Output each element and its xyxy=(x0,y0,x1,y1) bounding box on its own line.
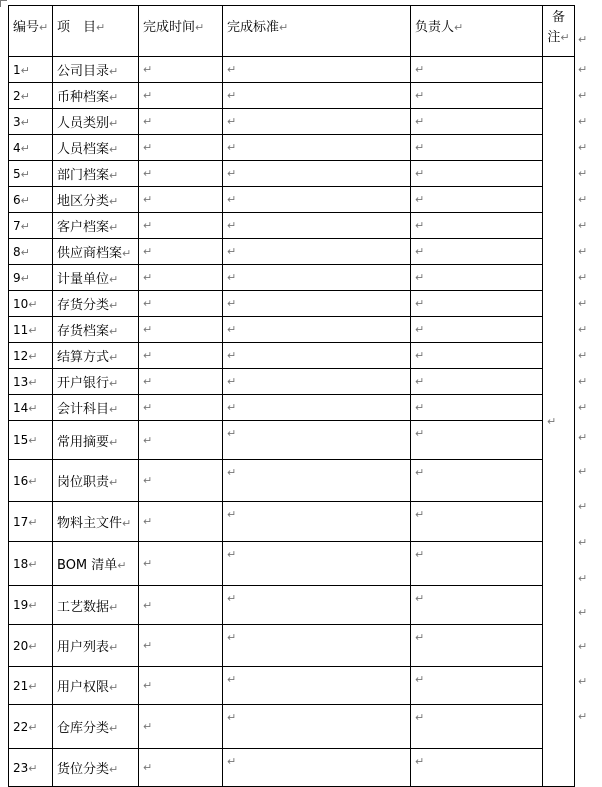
row-time: ↵ xyxy=(139,421,223,460)
row-owner: ↵ xyxy=(411,369,543,395)
row-end-mark: ↵ xyxy=(578,63,588,76)
header-owner: 负责人↵ xyxy=(411,6,543,57)
row-number: 21↵ xyxy=(9,667,53,705)
row-item: 会计科目↵ xyxy=(53,395,139,421)
table-row xyxy=(9,83,575,109)
row-number: 10↵ xyxy=(9,291,53,317)
row-standard: ↵ xyxy=(223,187,411,213)
row-item: 常用摘要↵ xyxy=(53,421,139,460)
row-number: 19↵ xyxy=(9,586,53,625)
row-owner: ↵ xyxy=(411,291,543,317)
row-owner: ↵ xyxy=(411,343,543,369)
row-number: 20↵ xyxy=(9,625,53,667)
table-row xyxy=(9,667,575,705)
row-end-mark: ↵ xyxy=(578,572,588,585)
row-item: 人员类别↵ xyxy=(53,109,139,135)
row-number: 8↵ xyxy=(9,239,53,265)
row-standard: ↵ xyxy=(223,395,411,421)
table-row xyxy=(9,265,575,291)
table-row xyxy=(9,57,575,83)
row-time: ↵ xyxy=(139,586,223,625)
row-item: 币种档案↵ xyxy=(53,83,139,109)
row-time: ↵ xyxy=(139,317,223,343)
row-item: 工艺数据↵ xyxy=(53,586,139,625)
row-end-mark: ↵ xyxy=(578,675,588,688)
header-remark: 备 注↵ xyxy=(543,6,575,57)
table-row xyxy=(9,291,575,317)
row-item: 存货分类↵ xyxy=(53,291,139,317)
table-row xyxy=(9,586,575,625)
row-standard: ↵ xyxy=(223,57,411,83)
row-end-mark: ↵ xyxy=(578,33,588,46)
header-number: 编号↵ xyxy=(9,6,53,57)
row-owner: ↵ xyxy=(411,395,543,421)
table-row xyxy=(9,749,575,787)
table-row xyxy=(9,705,575,749)
row-standard: ↵ xyxy=(223,109,411,135)
row-item: 人员档案↵ xyxy=(53,135,139,161)
row-item: 计量单位↵ xyxy=(53,265,139,291)
row-end-mark: ↵ xyxy=(578,375,588,388)
row-item: 部门档案↵ xyxy=(53,161,139,187)
header-row xyxy=(9,6,575,57)
table-row xyxy=(9,460,575,502)
row-item: 供应商档案↵ xyxy=(53,239,139,265)
row-standard: ↵ xyxy=(223,83,411,109)
row-number: 7↵ xyxy=(9,213,53,239)
row-owner: ↵ xyxy=(411,135,543,161)
table-row xyxy=(9,317,575,343)
row-owner: ↵ xyxy=(411,586,543,625)
row-standard: ↵ xyxy=(223,161,411,187)
row-standard: ↵ xyxy=(223,239,411,265)
row-standard: ↵ xyxy=(223,542,411,586)
table-row xyxy=(9,213,575,239)
row-number: 5↵ xyxy=(9,161,53,187)
row-item: 货位分类↵ xyxy=(53,749,139,787)
row-number: 2↵ xyxy=(9,83,53,109)
row-end-mark: ↵ xyxy=(578,465,588,478)
table-row xyxy=(9,369,575,395)
row-item: 客户档案↵ xyxy=(53,213,139,239)
row-number: 1↵ xyxy=(9,57,53,83)
row-owner: ↵ xyxy=(411,83,543,109)
row-standard: ↵ xyxy=(223,502,411,542)
row-time: ↵ xyxy=(139,460,223,502)
row-number: 18↵ xyxy=(9,542,53,586)
row-time: ↵ xyxy=(139,667,223,705)
row-item: 开户银行↵ xyxy=(53,369,139,395)
row-number: 16↵ xyxy=(9,460,53,502)
row-time: ↵ xyxy=(139,502,223,542)
row-standard: ↵ xyxy=(223,421,411,460)
row-number: 23↵ xyxy=(9,749,53,787)
row-time: ↵ xyxy=(139,625,223,667)
row-end-mark: ↵ xyxy=(578,219,588,232)
row-item: BOM 清单↵ xyxy=(53,542,139,586)
row-item: 用户权限↵ xyxy=(53,667,139,705)
row-end-mark: ↵ xyxy=(578,640,588,653)
row-end-mark: ↵ xyxy=(578,167,588,180)
table-row xyxy=(9,395,575,421)
row-time: ↵ xyxy=(139,291,223,317)
row-standard: ↵ xyxy=(223,705,411,749)
row-time: ↵ xyxy=(139,369,223,395)
row-item: 地区分类↵ xyxy=(53,187,139,213)
row-standard: ↵ xyxy=(223,291,411,317)
row-end-mark: ↵ xyxy=(578,323,588,336)
row-time: ↵ xyxy=(139,265,223,291)
row-standard: ↵ xyxy=(223,749,411,787)
row-end-mark: ↵ xyxy=(578,349,588,362)
row-number: 6↵ xyxy=(9,187,53,213)
row-standard: ↵ xyxy=(223,625,411,667)
row-standard: ↵ xyxy=(223,135,411,161)
row-end-mark: ↵ xyxy=(578,297,588,310)
header-standard: 完成标准↵ xyxy=(223,6,411,57)
row-time: ↵ xyxy=(139,161,223,187)
row-number: 13↵ xyxy=(9,369,53,395)
row-time: ↵ xyxy=(139,395,223,421)
remark-cell: ↵ xyxy=(543,57,575,787)
row-standard: ↵ xyxy=(223,265,411,291)
row-time: ↵ xyxy=(139,109,223,135)
row-owner: ↵ xyxy=(411,421,543,460)
table-row xyxy=(9,421,575,460)
row-owner: ↵ xyxy=(411,460,543,502)
row-time: ↵ xyxy=(139,187,223,213)
row-end-mark: ↵ xyxy=(578,401,588,414)
task-table xyxy=(8,5,575,787)
row-number: 14↵ xyxy=(9,395,53,421)
row-time: ↵ xyxy=(139,57,223,83)
row-time: ↵ xyxy=(139,705,223,749)
row-number: 15↵ xyxy=(9,421,53,460)
row-number: 9↵ xyxy=(9,265,53,291)
row-end-mark: ↵ xyxy=(578,193,588,206)
row-owner: ↵ xyxy=(411,213,543,239)
row-time: ↵ xyxy=(139,542,223,586)
row-standard: ↵ xyxy=(223,317,411,343)
row-standard: ↵ xyxy=(223,343,411,369)
table-row xyxy=(9,239,575,265)
table-row xyxy=(9,502,575,542)
row-owner: ↵ xyxy=(411,667,543,705)
row-end-mark: ↵ xyxy=(578,245,588,258)
row-number: 4↵ xyxy=(9,135,53,161)
row-standard: ↵ xyxy=(223,667,411,705)
row-item: 结算方式↵ xyxy=(53,343,139,369)
row-time: ↵ xyxy=(139,239,223,265)
table-row xyxy=(9,625,575,667)
row-end-mark: ↵ xyxy=(578,431,588,444)
header-item: 项 目↵ xyxy=(53,6,139,57)
row-owner: ↵ xyxy=(411,705,543,749)
row-owner: ↵ xyxy=(411,749,543,787)
row-number: 12↵ xyxy=(9,343,53,369)
row-end-mark: ↵ xyxy=(578,115,588,128)
row-number: 22↵ xyxy=(9,705,53,749)
row-owner: ↵ xyxy=(411,239,543,265)
row-item: 仓库分类↵ xyxy=(53,705,139,749)
row-number: 17↵ xyxy=(9,502,53,542)
row-item: 公司目录↵ xyxy=(53,57,139,83)
row-end-mark: ↵ xyxy=(578,500,588,513)
row-end-mark: ↵ xyxy=(578,606,588,619)
row-item: 岗位职责↵ xyxy=(53,460,139,502)
row-owner: ↵ xyxy=(411,265,543,291)
row-end-mark: ↵ xyxy=(578,536,588,549)
row-number: 11↵ xyxy=(9,317,53,343)
row-owner: ↵ xyxy=(411,187,543,213)
table-row xyxy=(9,161,575,187)
row-time: ↵ xyxy=(139,343,223,369)
row-standard: ↵ xyxy=(223,586,411,625)
row-owner: ↵ xyxy=(411,542,543,586)
row-standard: ↵ xyxy=(223,369,411,395)
row-time: ↵ xyxy=(139,213,223,239)
table-row xyxy=(9,542,575,586)
row-standard: ↵ xyxy=(223,213,411,239)
row-item: 用户列表↵ xyxy=(53,625,139,667)
table-row xyxy=(9,187,575,213)
row-owner: ↵ xyxy=(411,57,543,83)
table-row xyxy=(9,343,575,369)
row-standard: ↵ xyxy=(223,460,411,502)
table-row xyxy=(9,135,575,161)
document-corner-mark xyxy=(0,0,7,7)
row-end-mark: ↵ xyxy=(578,89,588,102)
row-owner: ↵ xyxy=(411,109,543,135)
table-row xyxy=(9,109,575,135)
header-time: 完成时间↵ xyxy=(139,6,223,57)
row-owner: ↵ xyxy=(411,317,543,343)
row-owner: ↵ xyxy=(411,625,543,667)
row-time: ↵ xyxy=(139,83,223,109)
row-time: ↵ xyxy=(139,749,223,787)
row-owner: ↵ xyxy=(411,161,543,187)
row-owner: ↵ xyxy=(411,502,543,542)
row-end-mark: ↵ xyxy=(578,271,588,284)
row-end-mark: ↵ xyxy=(578,710,588,723)
row-end-mark: ↵ xyxy=(578,141,588,154)
row-item: 物料主文件↵ xyxy=(53,502,139,542)
row-time: ↵ xyxy=(139,135,223,161)
row-item: 存货档案↵ xyxy=(53,317,139,343)
row-number: 3↵ xyxy=(9,109,53,135)
